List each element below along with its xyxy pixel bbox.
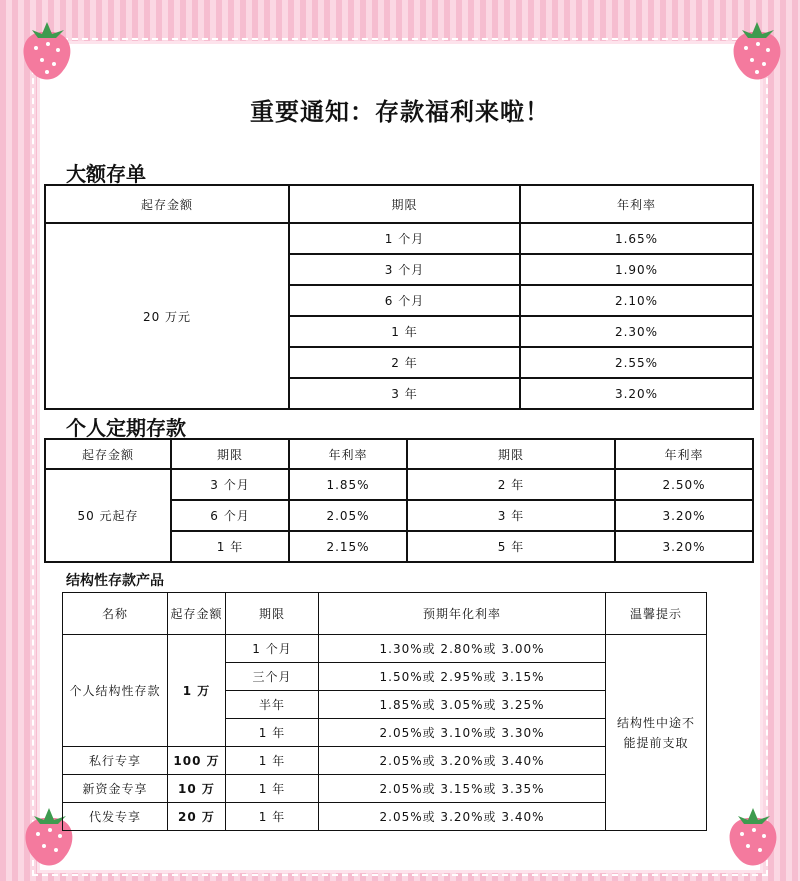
min-amount-cell: 10 万 xyxy=(168,775,226,803)
rate-cell: 2.50% xyxy=(615,469,753,500)
min-amount-cell: 20 万元 xyxy=(45,223,289,409)
col-header: 预期年化利率 xyxy=(319,593,606,635)
term-cell: 1 年 xyxy=(226,747,319,775)
min-amount-cell: 20 万 xyxy=(168,803,226,831)
rate-cell: 3.20% xyxy=(520,378,753,409)
rate-cell: 1.30%或 2.80%或 3.00% xyxy=(319,635,606,663)
rate-cell: 1.85%或 3.05%或 3.25% xyxy=(319,691,606,719)
min-amount-cell: 1 万 xyxy=(168,635,226,747)
col-header: 名称 xyxy=(63,593,168,635)
structured-heading: 结构性存款产品 xyxy=(66,573,164,589)
product-name-cell: 私行专享 xyxy=(63,747,168,775)
term-cell: 3 年 xyxy=(289,378,520,409)
term-cell: 6 个月 xyxy=(171,500,289,531)
term-cell: 1 个月 xyxy=(226,635,319,663)
product-name-cell: 新资金专享 xyxy=(63,775,168,803)
col-header: 年利率 xyxy=(520,185,753,223)
term-cell: 三个月 xyxy=(226,663,319,691)
page-title: 重要通知：存款福利来啦！ xyxy=(250,97,550,126)
rate-cell: 3.20% xyxy=(615,500,753,531)
col-header: 期限 xyxy=(407,439,615,469)
tip-text: 结构性中途不能提前支取 xyxy=(616,715,695,750)
term-cell: 1 年 xyxy=(171,531,289,562)
personal-fixed-heading: 个人定期存款 xyxy=(66,416,186,440)
term-cell: 半年 xyxy=(226,691,319,719)
term-cell: 2 年 xyxy=(289,347,520,378)
rate-cell: 1.90% xyxy=(520,254,753,285)
col-header: 起存金额 xyxy=(45,185,289,223)
strawberry-icon xyxy=(718,796,788,876)
rate-cell: 1.85% xyxy=(289,469,407,500)
rate-cell: 2.05%或 3.10%或 3.30% xyxy=(319,719,606,747)
product-name-cell: 代发专享 xyxy=(63,803,168,831)
tip-cell xyxy=(606,635,707,831)
personal-fixed-table xyxy=(44,438,754,563)
rate-cell: 2.05%或 3.15%或 3.35% xyxy=(319,775,606,803)
rate-cell: 1.50%或 2.95%或 3.15% xyxy=(319,663,606,691)
strawberry-icon xyxy=(722,10,792,90)
term-cell: 3 个月 xyxy=(289,254,520,285)
large-cd-table xyxy=(44,184,754,410)
term-cell: 1 年 xyxy=(226,775,319,803)
col-header: 起存金额 xyxy=(45,439,171,469)
term-cell: 1 个月 xyxy=(289,223,520,254)
rate-cell: 2.10% xyxy=(520,285,753,316)
rate-cell: 2.55% xyxy=(520,347,753,378)
term-cell: 3 年 xyxy=(407,500,615,531)
rate-cell: 2.30% xyxy=(520,316,753,347)
col-header: 期限 xyxy=(171,439,289,469)
term-cell: 1 年 xyxy=(289,316,520,347)
col-header: 温馨提示 xyxy=(606,593,707,635)
min-amount-cell: 50 元起存 xyxy=(45,469,171,562)
structured-table xyxy=(62,592,707,831)
term-cell: 2 年 xyxy=(407,469,615,500)
min-amount-cell: 100 万 xyxy=(168,747,226,775)
term-cell: 5 年 xyxy=(407,531,615,562)
col-header: 年利率 xyxy=(615,439,753,469)
col-header: 年利率 xyxy=(289,439,407,469)
term-cell: 1 年 xyxy=(226,719,319,747)
term-cell: 6 个月 xyxy=(289,285,520,316)
rate-cell: 2.15% xyxy=(289,531,407,562)
col-header: 期限 xyxy=(226,593,319,635)
rate-cell: 1.65% xyxy=(520,223,753,254)
rate-cell: 2.05%或 3.20%或 3.40% xyxy=(319,803,606,831)
rate-cell: 2.05%或 3.20%或 3.40% xyxy=(319,747,606,775)
term-cell: 3 个月 xyxy=(171,469,289,500)
col-header: 起存金额 xyxy=(168,593,226,635)
rate-cell: 3.20% xyxy=(615,531,753,562)
product-name-cell: 个人结构性存款 xyxy=(63,635,168,747)
rate-cell: 2.05% xyxy=(289,500,407,531)
large-cd-heading: 大额存单 xyxy=(66,162,146,186)
term-cell: 1 年 xyxy=(226,803,319,831)
col-header: 期限 xyxy=(289,185,520,223)
strawberry-icon xyxy=(12,10,82,90)
